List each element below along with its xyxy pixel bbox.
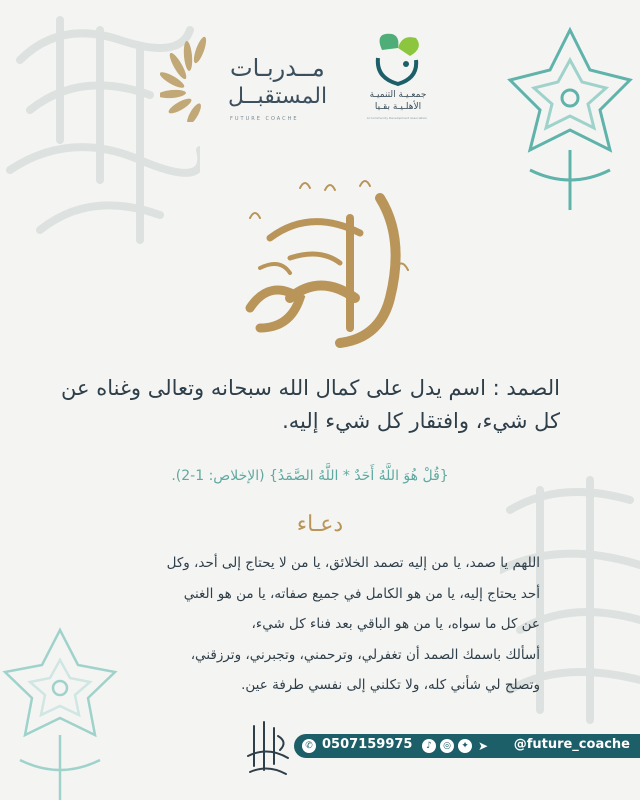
- twitter-icon[interactable]: ✦: [458, 739, 472, 753]
- telegram-icon[interactable]: ➤: [477, 739, 489, 753]
- tiktok-icon[interactable]: ♪: [422, 739, 436, 753]
- association-logo-line1: جمعـيـة التنميـة: [369, 90, 427, 100]
- calligraphy-title-image: [230, 178, 420, 358]
- association-logo: [352, 28, 442, 128]
- association-logo-english: Al Community Development Association: [366, 116, 428, 120]
- social-handle[interactable]: @future_coache: [513, 737, 630, 752]
- instagram-icon[interactable]: ◎: [440, 739, 454, 753]
- dua-line: أسألك باسمك الصمد أن تغفرلي، وترحمني، وتجبرني، وترزقني،: [190, 646, 540, 663]
- dua-heading: دعـاء: [296, 512, 344, 537]
- name-description: الصمد : اسم يدل على كمال الله سبحانه وتعالى وغناه عن كل شيء، وافتقار كل شيء إليه.: [61, 376, 560, 433]
- future-logo-line1: مــدربـات: [230, 54, 325, 82]
- future-coache-logo: [160, 36, 330, 122]
- contact-bar: [294, 734, 640, 758]
- signature-seal: [244, 716, 292, 780]
- quran-verse: {قُلْ هُوَ اللَّهُ أَحَدٌ * اللَّهُ الصَّمَدُ} (الإخلاص: 1-2).: [171, 468, 449, 484]
- dua-line: أحد يحتاج إليه، يا من هو الكامل في جميع صفاته، يا من هو الغني: [183, 585, 540, 602]
- future-logo-english: FUTURE COACHE: [230, 116, 299, 122]
- dua-line: عن كل ما سواه، يا من هو الباقي بعد فناء كل شيء،: [251, 616, 540, 632]
- association-logo-line2: الأهلـيـة بقـيا: [374, 102, 422, 112]
- dua-line: اللهم يا صمد، يا من إليه تصمد الخلائق، يا من لا يحتاج إلى أحد، وكل: [166, 555, 540, 571]
- fan-leaves-icon: [160, 36, 226, 122]
- phone-number[interactable]: 0507159975: [322, 737, 413, 752]
- leaf-heart-icon: [370, 28, 426, 88]
- whatsapp-icon[interactable]: ✆: [302, 739, 316, 753]
- future-logo-line2: المستقبــل: [228, 84, 328, 109]
- dua-text: [120, 548, 540, 701]
- dua-line: وتصلح لي شأني كله، ولا تكلني إلى نفسي طرفة عين.: [241, 677, 540, 693]
- logos-bar: [0, 28, 640, 128]
- bottom-left-ornament: [0, 610, 140, 800]
